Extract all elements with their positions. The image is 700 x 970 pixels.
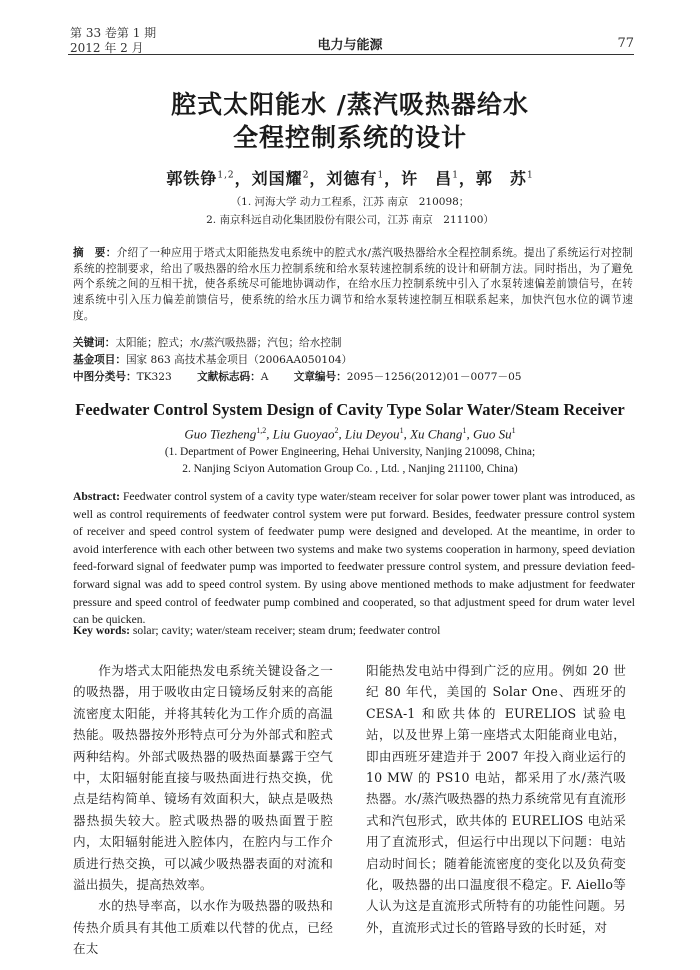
article-number [294,369,522,384]
fund-text: 国家 863 高技术基金项目（2006AA050104） [125,354,353,366]
header-rule [68,54,634,55]
keywords-label: 关键词： [73,337,116,349]
author-affiliation-mark: 1,2 [256,426,267,435]
author-affiliation-mark: 1 [452,170,459,181]
keywords-text: 太阳能；腔式；水/蒸汽吸热器；汽包；给水控制 [115,337,342,349]
clc-label: 中图分类号： [73,371,137,383]
abstract-label: Abstract: [73,490,121,503]
english-affiliation-1: (1. Department of Power Engineering, Hehai University, Nanjing 210098, China; [164,446,536,458]
issue-date: 2012 年 2 月 [70,41,144,55]
body-column-right [366,660,626,938]
fund-project [73,352,633,367]
english-abstract [73,488,635,629]
author-name: , Xu Chang [403,426,463,442]
chinese-title-line-1: 腔式太阳能水 /蒸汽吸热器给水 [171,90,529,119]
fund-label: 基金项目： [73,354,126,366]
author-name: Guo Tiezheng [184,426,257,442]
article-value: 2095－1256(2012)01－0077－05 [346,371,522,383]
chinese-keywords [73,335,633,350]
author-affiliation-mark: 1 [462,426,467,435]
chinese-affiliation-2: 2. 南京科远自动化集团股份有限公司，江苏 南京 211100） [206,214,494,226]
document-code [197,369,268,384]
author-name: , Liu Guoyao [266,426,335,442]
abstract-text: 介绍了一种应用于塔式太阳能热发电系统中的腔式水/蒸汽吸热器给水全程控制系统。提出了系统运行对控制系统的控制要求，给出了吸热器的给水压力控制系统和给水泵转速控制系统的设计和研制方法。同时指出，为了避免两个系统之间的互相干扰，使各系统尽可能地协调动作，在给水压力控制系统中引入了水泵转速偏差前馈信号，在转速系统中引入压力偏差前馈信号，使系统的给水压力调节和给水泵转速控制互相联系起来，加快汽包水位的调节速度。 [73,247,633,322]
page-number: 77 [617,36,634,51]
author-affiliation-mark: 2 [334,426,339,435]
doc-label: 文献标志码： [197,371,261,383]
body-paragraph: 阳能热发电站中得到广泛的应用。例如 20 世纪 80 年代，美国的 Solar One、西班牙的 CESA-1 和欧共体的 EURELIOS 试验电站，以及世界上第一座塔式太阳能商业电站，即由西班牙建造并于 2007 年投入商业运行的 10 MW 的 PS10 电站，都采用了水/蒸汽吸热器。水/蒸汽吸热器的热力系统常见有直流形式和汽包形式，欧共体的 EURELIOS 电站采用了直流形式，但运行中出现以下问题：电站启动时间长；随着能流密度的变化以及负荷变化，吸热器的出口温度很不稳定。F. Aiello等人认为这是直流形式所特有的功能性问题。另外，直流形式过长的管路导致的长时延，对 [366,663,626,935]
author-name: 郭铁铮 [166,169,218,188]
clc-value: TK323 [136,371,172,383]
author-name: , Liu Deyou [338,426,400,442]
english-title: Feedwater Control System Design of Cavity Type Solar Water/Steam Receiver [75,400,625,419]
author-name: ，刘国耀 [234,169,303,188]
classification-row [73,369,544,384]
author-affiliation-mark: 1 [511,426,516,435]
author-affiliation-mark: 2 [302,170,310,181]
author-name: ，刘德有 [309,169,378,188]
clc-number [73,369,172,384]
keywords-text: solar; cavity; water/steam receiver; steam drum; feedwater control [130,624,441,637]
chinese-abstract [73,246,633,325]
english-keywords [73,624,635,637]
author-affiliation-mark: 1 [526,170,534,181]
author-name: ，许 昌 [384,169,453,188]
author-name: , Guo Su [466,426,512,442]
keywords-label: Key words: [73,624,130,637]
author-affiliation-mark: 1 [399,426,404,435]
body-column-left [73,660,333,960]
article-label: 文章编号： [293,371,347,383]
author-affiliation-mark: 1,2 [217,170,235,181]
chinese-title-line-2: 全程控制系统的设计 [232,123,467,152]
english-affiliation-2: 2. Nanjing Sciyon Automation Group Co. , Ltd. , Nanjing 211100, China) [182,463,518,475]
english-authors [0,426,700,442]
volume-issue: 第 33 卷第 1 期 [70,26,157,40]
body-paragraph: 作为塔式太阳能热发电系统关键设备之一的吸热器，用于吸收由定日镜场反射来的高能流密度太阳能，并将其转化为工作介质的高温热能。吸热器按外形特点可分为外部式和腔式两种结构。外部式吸热器的吸热面暴露于空气中，太阳辐射能直接与吸热面进行热交换，优点是结构简单、镜场有效面积大，缺点是吸热器热损失较大。腔式吸热器的吸热面置于腔内，太阳辐射能进入腔体内，在腔内与工作介质进行热交换，可以减少吸热器表面的对流和溢出损失，提高热效率。 [73,663,333,893]
chinese-affiliation-1: （1. 河海大学 动力工程系，江苏 南京 210098； [230,196,470,208]
abstract-text: Feedwater control system of a cavity type water/steam receiver for solar power tower plant was introduced, as well as control requirements of feedwater control system were put forward. Besides, feedwater pressure control system of receiver and speed control system of feedwater pump were designed and developed. At the meantime, in order to avoid interference with each other between two systems and make two systems cooperation in harmony, speed deviation feed-forward signal of feedwater pump was imported to feedwater pressure control system, and pressure deviation feed-forward signal was add to speed control system. By using above mentioned methods to make adjustment for feedwater pressure and speed control of feedwater pump combined and cooperated, so that adjustment speed for drum water level can be quicken. [73,490,635,627]
chinese-authors [0,166,700,189]
doc-value: A [260,371,269,383]
author-name: ，郭 苏 [458,169,527,188]
author-affiliation-mark: 1 [377,170,385,181]
abstract-label: 摘 要： [73,247,117,259]
body-paragraph: 水的热导率高，以水作为吸热器的吸热和传热介质具有其他工质难以代替的优点，已经在太 [73,898,333,957]
chinese-title [0,88,700,154]
journal-name: 电力与能源 [317,38,383,53]
